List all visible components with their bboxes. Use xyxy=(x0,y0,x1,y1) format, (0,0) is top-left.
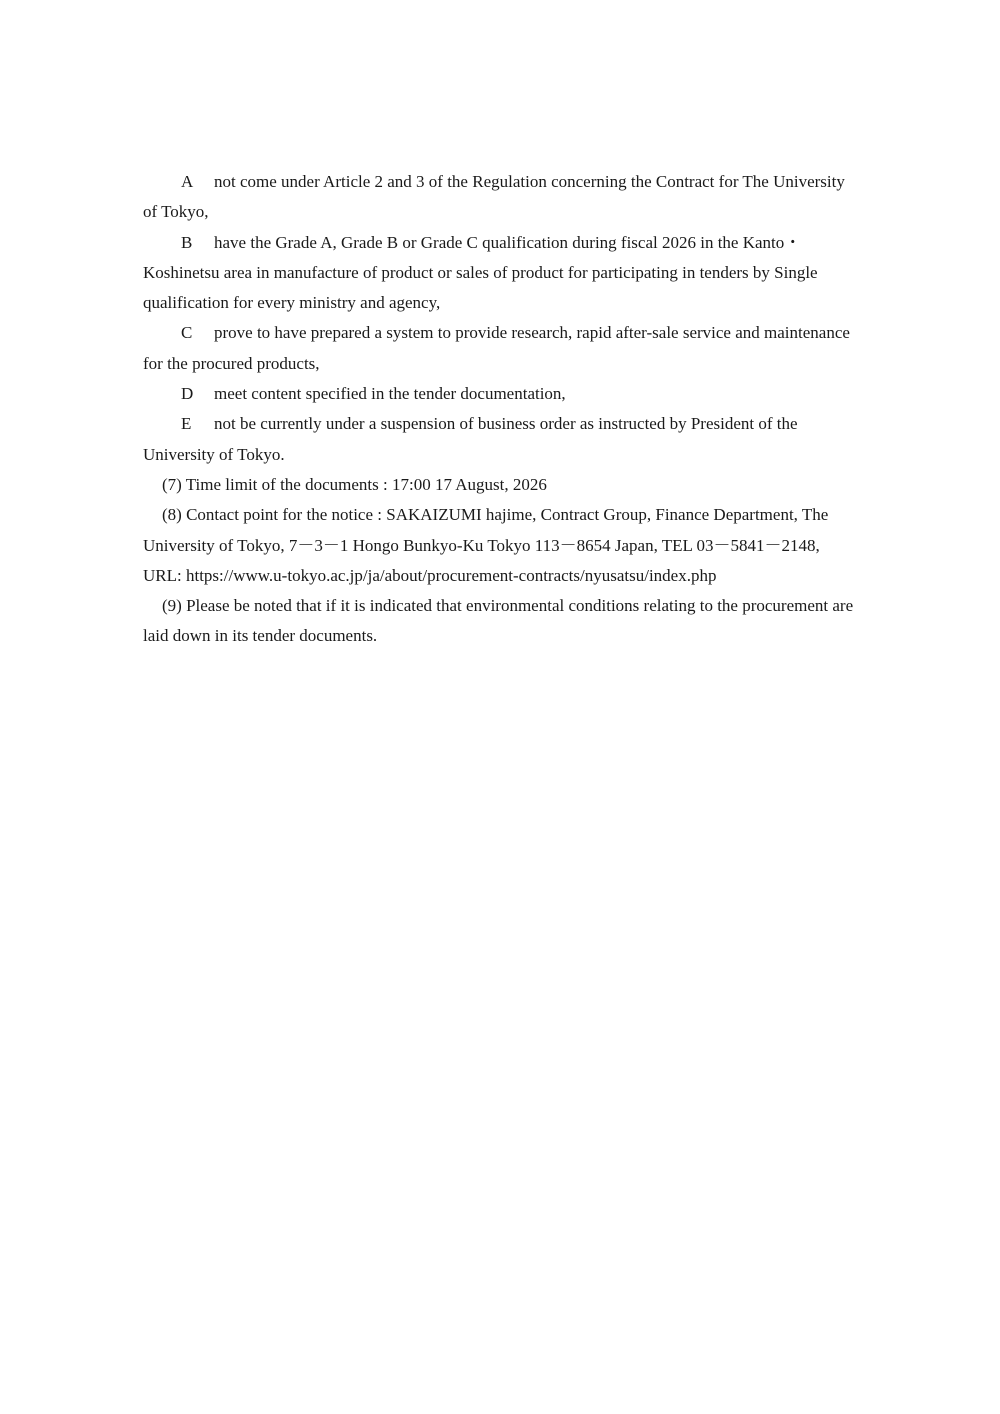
requirement-item-c xyxy=(143,318,858,379)
requirement-item-e xyxy=(143,409,858,470)
section-8-contact-point: (8) Contact point for the notice : SAKAIZUMI hajime, Contract Group, Finance Department, The University of Tokyo, 7－3－1 Hongo Bunkyo-Ku Tokyo 113－8654 Japan, TEL 03－5841－2148, URL: https://www.u-tokyo.ac.jp/ja/about/procurement-contracts/nyusatsu/index.php xyxy=(143,505,829,585)
item-text: prove to have prepared a system to provide research, rapid after-sale service and maintenance for the procured products, xyxy=(143,323,850,373)
document-page xyxy=(143,167,858,652)
item-letter: A xyxy=(181,172,194,191)
item-text: not be currently under a suspension of business order as instructed by President of the University of Tokyo. xyxy=(143,414,798,464)
item-letter: E xyxy=(181,414,192,434)
item-letter: C xyxy=(181,323,193,343)
item-text: have the Grade A, Grade B or Grade C qualification during fiscal 2026 in the Kanto・Koshinetsu area in manufacture of product or sales of product for participating in tenders by Single qualification for every ministry and agency, xyxy=(143,232,818,313)
item-text: meet content specified in the tender documentation, xyxy=(214,384,566,404)
item-text: not come under Article 2 and 3 of the Regulation concerning the Contract for The University of Tokyo, xyxy=(143,172,845,222)
requirement-item-b xyxy=(143,228,858,319)
section-9-environmental-note: (9) Please be noted that if it is indicated that environmental conditions relating to the procurement are laid down in its tender documents. xyxy=(143,596,854,646)
item-letter: B xyxy=(181,232,193,252)
item-letter: D xyxy=(181,384,194,404)
requirement-item-d xyxy=(143,379,858,409)
requirement-item-a xyxy=(143,167,858,228)
section-7-time-limit: (7) Time limit of the documents : 17:00 17 August, 2026 xyxy=(162,474,547,494)
